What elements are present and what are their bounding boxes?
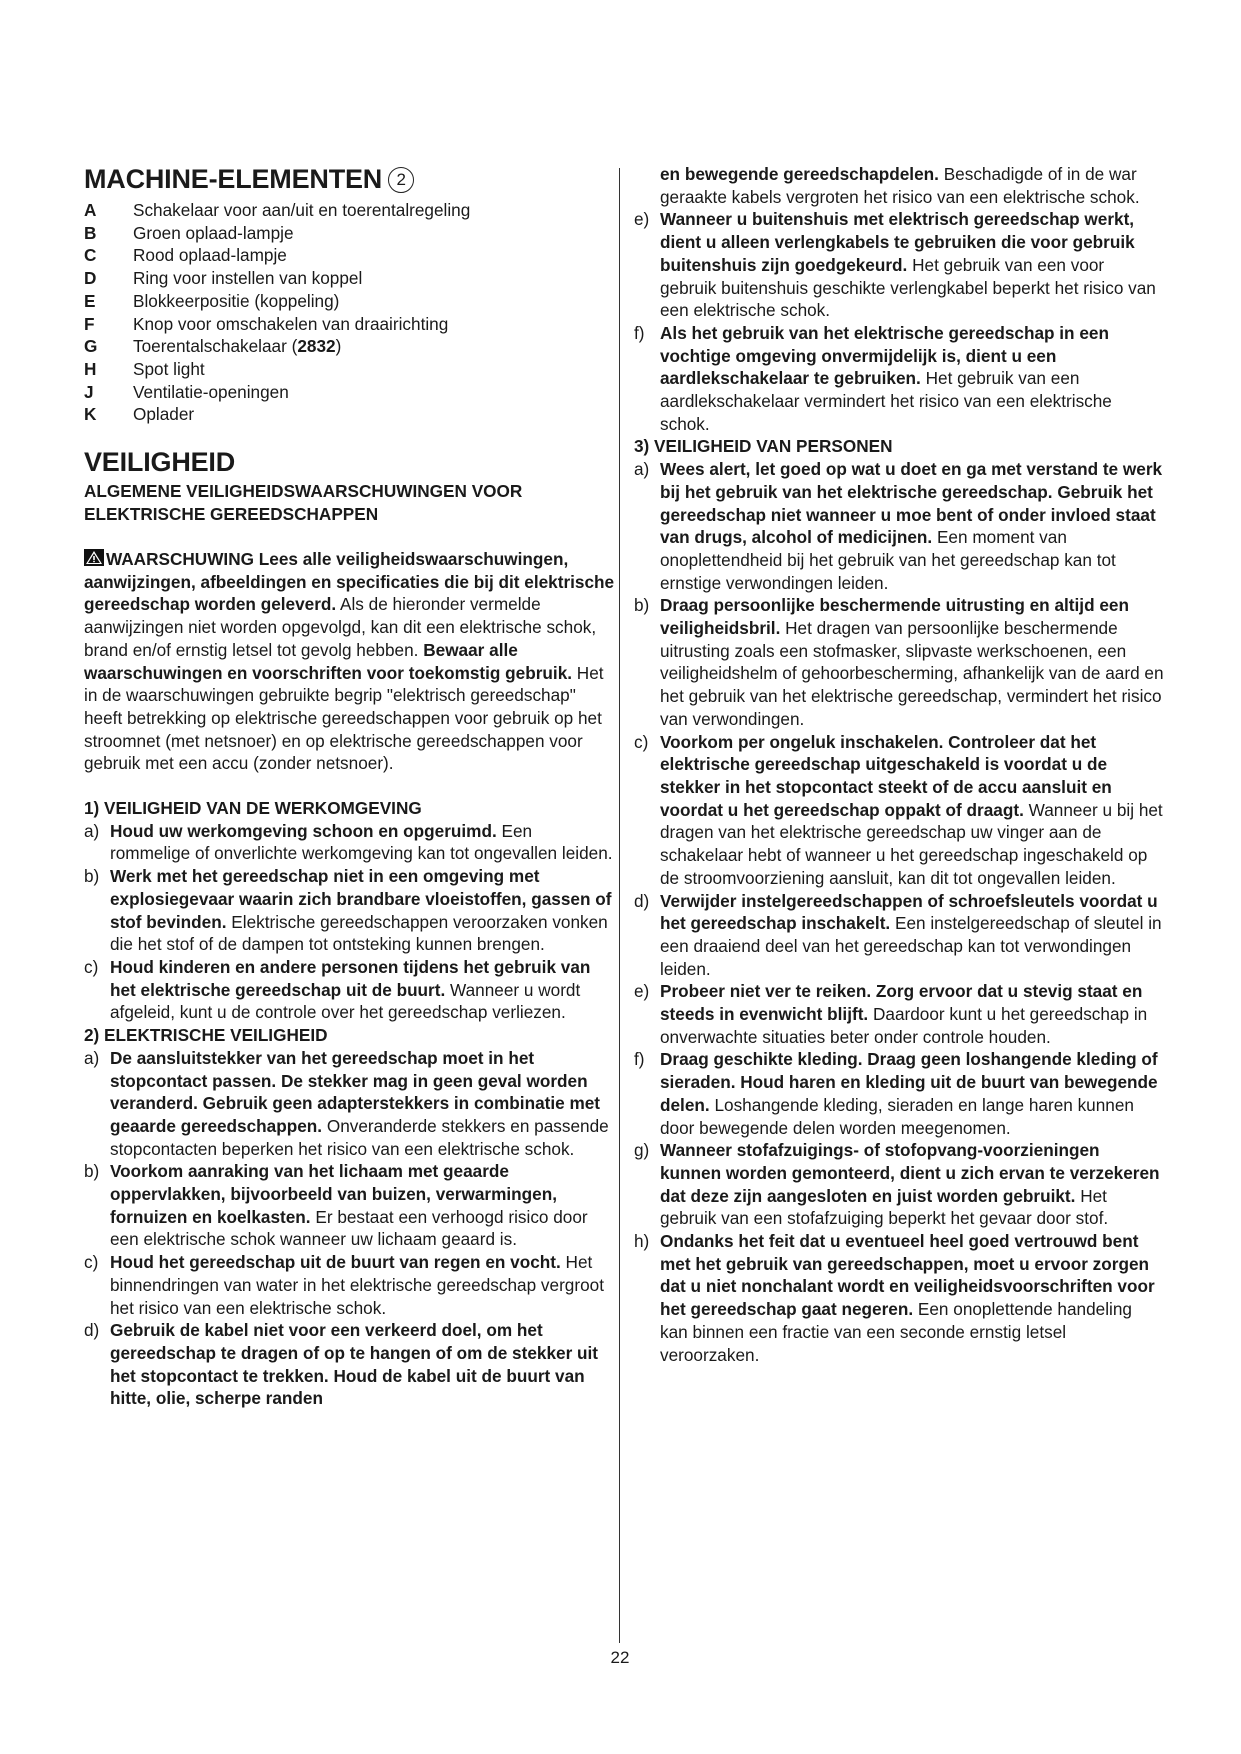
list-item: a) De aansluitstekker van het gereedschap moet in het stopcontact passen. De stekker mag in geen geval worden veranderd. Gebruik geen adapterstekkers in combinatie met geaarde gereedschappen. Onveranderde stekkers en passende stopcontacten beperken het risico van een elektrische schok. (84, 1047, 609, 1159)
page-number: 22 (610, 1648, 630, 1667)
list-item: K Oplader (84, 404, 195, 425)
figure-reference: 2 (388, 167, 414, 193)
list-item: D Ring voor instellen van koppel (84, 268, 363, 289)
list-item: J Ventilatie-openingen (84, 381, 289, 402)
column-divider (619, 168, 620, 1643)
left-column (84, 163, 616, 1410)
warning-paragraph: WAARSCHUWING Lees alle veiligheidswaarschuwingen, aanwijzingen, afbeeldingen en specificaties die bij dit elektrische gereedschap worden geleverd. Als de hieronder vermelde aanwijzingen niet worden opgevolgd, kan dit een elektrische schok, brand en/of ernstig letsel tot gevolg hebben. Bewaar alle waarschuwingen en voorschriften voor toekomstig gebruik. Het in de waarschuwingen gebruikte begrip "elektrisch gereedschap" heeft betrekking op elektrische gereedschappen voor gebruik op het stroomnet (met netsnoer) en op elektrische gereedschappen voor gebruik met een accu (zonder netsnoer). (84, 549, 615, 774)
list-item: e) Probeer niet ver te reiken. Zorg ervoor dat u stevig staat en steeds in evenwicht blijft. Daardoor kunt u het gereedschap in onverwachte situaties beter onder controle houden. (634, 981, 1148, 1047)
list-item: A Schakelaar voor aan/uit en toerentalregeling (84, 200, 471, 220)
list-item: c) Voorkom per ongeluk inschakelen. Controleer dat het elektrische gereedschap uitgeschakeld is voordat u de stekker in het stopcontact steekt of de accu aansluit en voordat u het gereedschap oppakt of draagt. Wanneer u bij het dragen van het elektrische gereedschap uw vinger aan de schakelaar hebt of wanneer u het gereedschap ingeschakeld op de stroomvoorziening aansluit, kan dit tot ongevallen leiden. (634, 731, 1163, 888)
list-item: a) Wees alert, let goed op wat u doet en ga met verstand te werk bij het gebruik van het elektrische gereedschap. Gebruik het gereedschap niet wanneer u moe bent of onder invloed staat van drugs, alcohol of medicijnen. Een moment van onoplettendheid bij het gebruik van het gereedschap kan tot ernstige verwondingen leiden. (634, 459, 1163, 593)
list-item: H Spot light (84, 358, 205, 379)
list-item: b) Werk met het gereedschap niet in een omgeving met explosiegevaar waarin zich brandbare vloeistoffen, gassen of stof bevinden. Elektrische gereedschappen veroorzaken vonken die het stof of de dampen tot ontsteking kunnen brengen. (84, 866, 612, 955)
list-item: g) Wanneer stofafzuigings- of stofopvang-voorzieningen kunnen worden gemonteerd, dient u zich ervan te verzekeren dat deze zijn aangesloten en juist worden gebruikt. Het gebruik van een stofafzuiging beperkt het gevaar door stof. (634, 1140, 1160, 1229)
list-item: F Knop voor omschakelen van draairichting (84, 313, 449, 334)
list-item: b) Draag persoonlijke beschermende uitrusting en altijd een veiligheidsbril. Het dragen van persoonlijke beschermende uitrusting zoals een stofmasker, slipvaste werkschoenen, een veiligheidshelm of gehoorbescherming, afhankelijk van de aard en het gebruik van het elektrische gereedschap, vermindert het risico van verwondingen. (634, 595, 1164, 729)
list-item: B Groen oplaad-lampje (84, 222, 294, 243)
section-heading: 2) ELEKTRISCHE VEILIGHEID (84, 1025, 328, 1046)
section-heading: 3) VEILIGHEID VAN PERSONEN (634, 436, 893, 457)
list-item: b) Voorkom aanraking van het lichaam met geaarde oppervlakken, bijvoorbeeld van buizen, verwarmingen, fornuizen en koelkasten. Er bestaat een verhoogd risico door een elektrische schok wanneer uw lichaam geaard is. (84, 1161, 588, 1250)
warning-triangle-icon (84, 549, 104, 566)
list-item: f) Draag geschikte kleding. Draag geen loshangende kleding of sieraden. Houd haren en kleding uit de buurt van bewegende delen. Loshangende kleding, sieraden en lange haren kunnen door bewegende delen worden meegenomen. (634, 1049, 1158, 1138)
list-item: d) Verwijder instelgereedschappen of schroefsleutels voordat u het gereedschap inschakelt. Een instelgereedschap of sleutel in een draaiend deel van het gereedschap kan tot verwondingen leiden. (634, 890, 1162, 979)
list-item: a) Houd uw werkomgeving schoon en opgeruimd. Een rommelige of onverlichte werkomgeving kan tot ongevallen leiden. (84, 820, 613, 864)
list-item: f) Als het gebruik van het elektrische gereedschap in een vochtige omgeving onvermijdelijk is, dient u een aardlekschakelaar te gebruiken. Het gebruik van een aardlekschakelaar vermindert het risico van een elektrische schok. (634, 322, 1112, 434)
list-item: c) Houd het gereedschap uit de buurt van regen en vocht. Het binnendringen van water in het elektrische gereedschap vergroot het risico van een elektrische schok. (84, 1252, 604, 1318)
list-item: E Blokkeerpositie (koppeling) (84, 290, 340, 311)
list-item: h) Ondanks het feit dat u eventueel heel goed vertrouwd bent met het gebruik van gereedschappen, moet u ervoor zorgen dat u niet nonchalant wordt en veiligheidsvoorschriften voor het gereedschap gaat negeren. Een onoplettende handeling kan binnen een fractie van een seconde ernstig letsel veroorzaken. (634, 1231, 1155, 1365)
list-item: d) Gebruik de kabel niet voor een verkeerd doel, om het gereedschap te dragen of op te hangen of om de stekker uit het stopcontact te trekken. Houd de kabel uit de buurt van hitte, olie, scherpe randen (84, 1320, 599, 1409)
safety-subheading: ALGEMENE VEILIGHEIDSWAARSCHUWINGEN VOOR ELEKTRISCHE GEREEDSCHAPPEN (84, 481, 523, 525)
list-item: G Toerentalschakelaar (2832) (84, 336, 342, 357)
list-item: c) Houd kinderen en andere personen tijdens het gebruik van het elektrische gereedschap uit de buurt. Wanneer u wordt afgeleid, kunt u de controle over het gereedschap verliezen. (84, 956, 591, 1023)
section-heading: 1) VEILIGHEID VAN DE WERKOMGEVING (84, 798, 422, 819)
right-column (634, 163, 1164, 1366)
machine-elements-heading: MACHINE-ELEMENTEN 2 (84, 163, 616, 195)
machine-elements-list (84, 199, 616, 426)
list-item: e) Wanneer u buitenshuis met elektrisch gereedschap werkt, dient u alleen verlengkabels te gebruiken die voor gebruik buitenshuis zijn goedgekeurd. Het gebruik van een voor gebruik buitenshuis geschikte verlengkabel beperkt het risico van een elektrische schok. (634, 209, 1156, 321)
list-item-continued: en bewegende gereedschapdelen. Beschadigde of in de war geraakte kabels vergroten het risico van een elektrische schok. (660, 164, 1140, 207)
safety-heading: VEILIGHEID (84, 447, 236, 478)
list-item: C Rood oplaad-lampje (84, 245, 287, 266)
